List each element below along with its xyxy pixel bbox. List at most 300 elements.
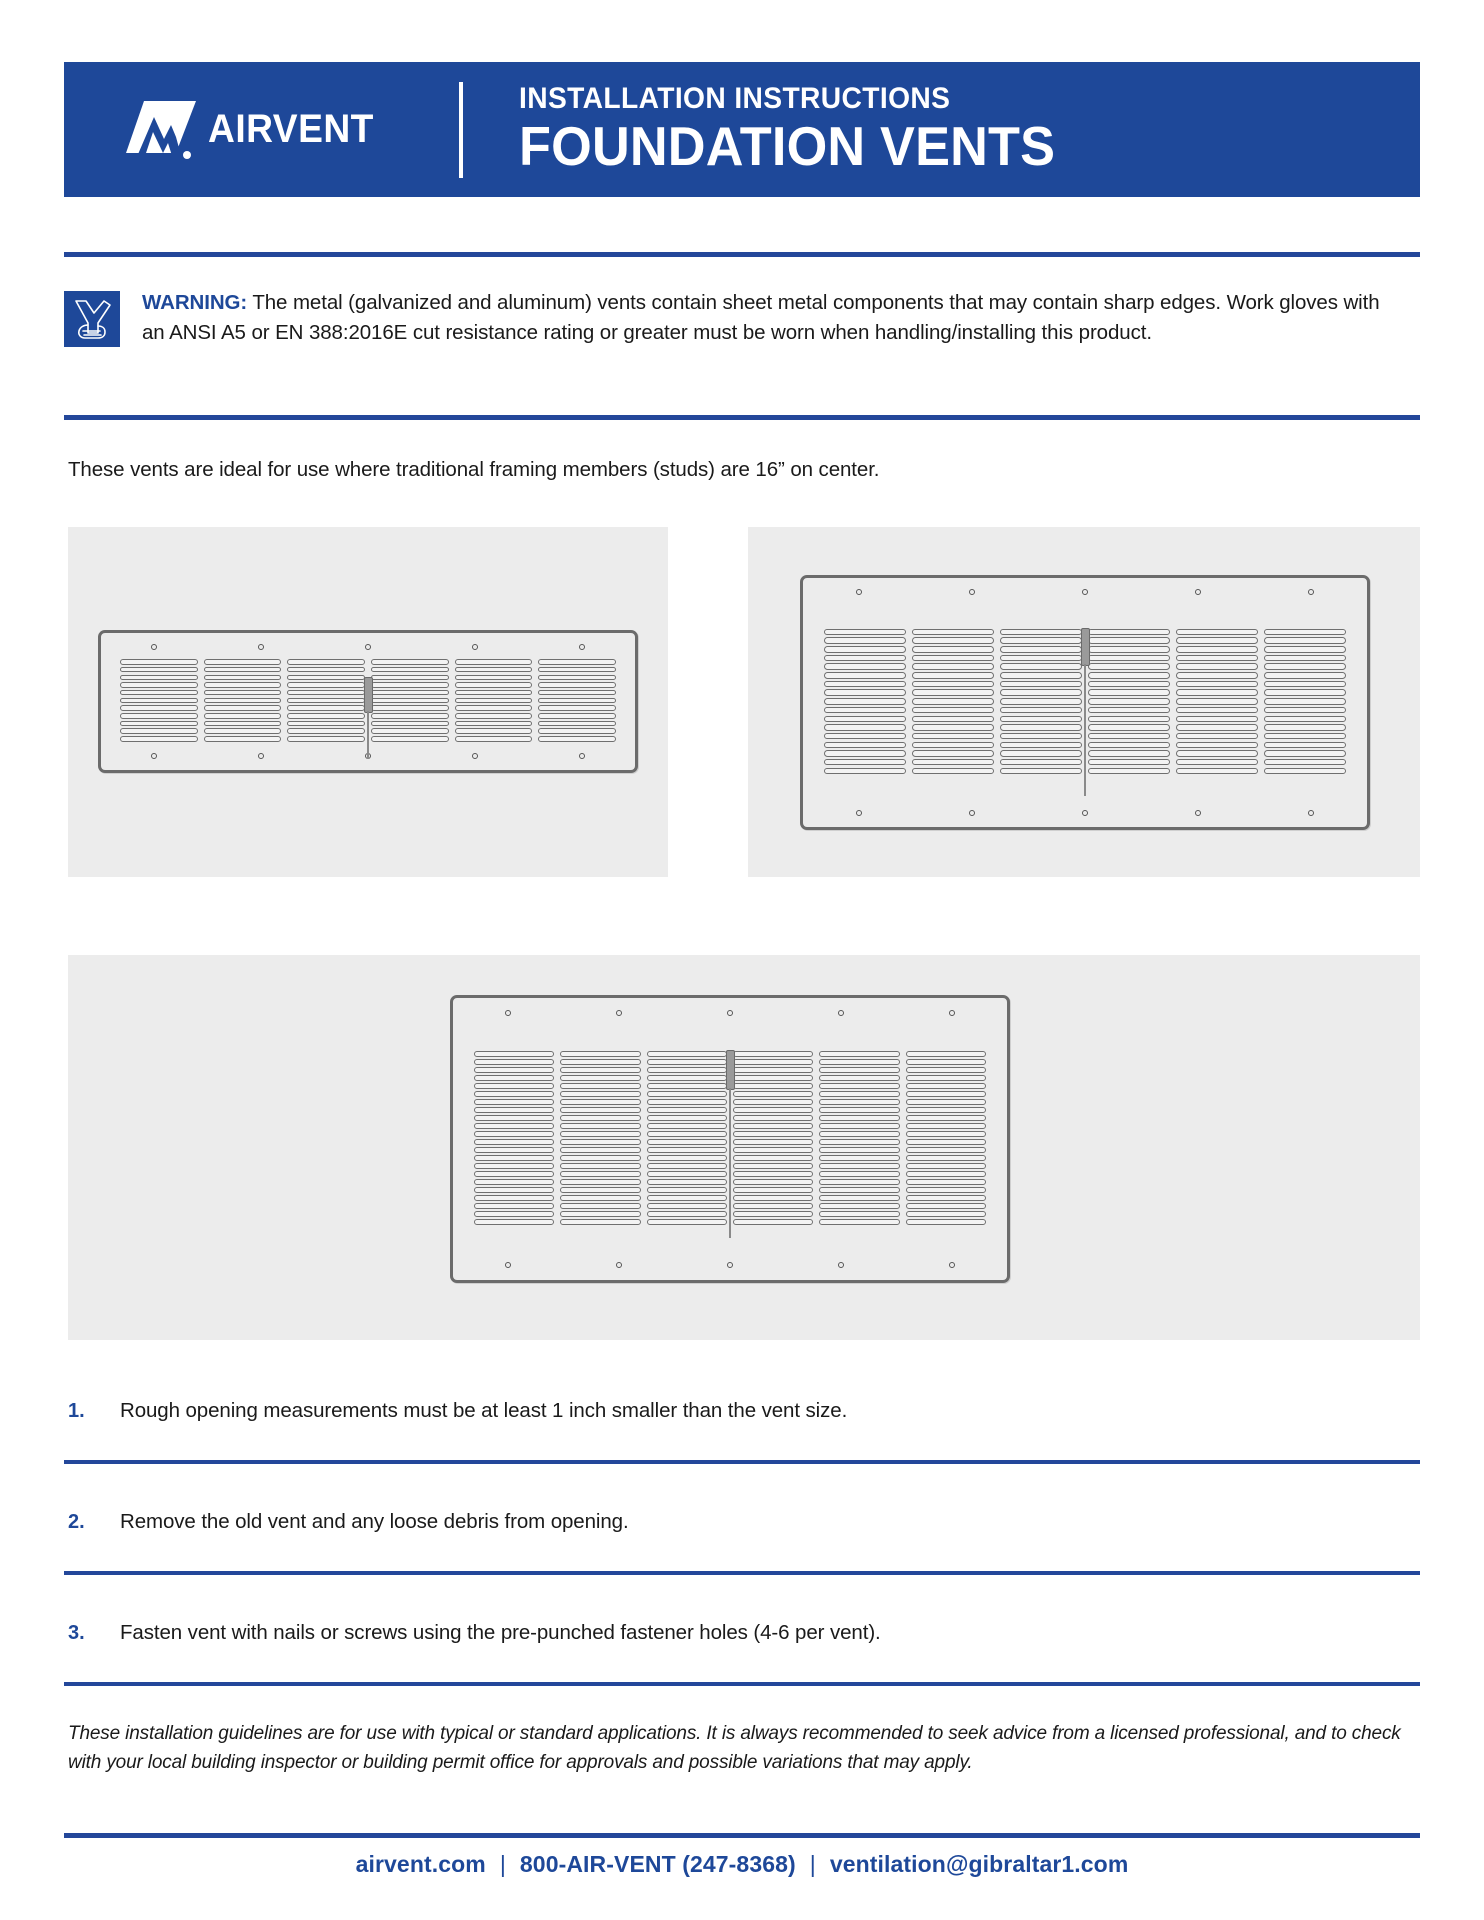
louver-slat [560, 1187, 640, 1193]
louver-slat [912, 759, 994, 766]
louver-slat [1088, 689, 1170, 696]
louver-column [824, 629, 906, 777]
divider-after-step-3 [64, 1682, 1420, 1686]
footer-phone[interactable]: 800-AIR-VENT (247-8368) [519, 1851, 796, 1877]
louver-slat [1000, 672, 1082, 679]
louver-slat [647, 1203, 727, 1209]
louver-slat [1176, 646, 1258, 653]
louver-slat [474, 1179, 554, 1185]
louver-slat [287, 736, 365, 742]
center-rod [367, 711, 369, 759]
louver-slat [1176, 663, 1258, 670]
footer-separator-2: | [809, 1851, 816, 1877]
louver-slat [560, 1123, 640, 1129]
center-latch [364, 677, 373, 713]
louver-slat [1000, 646, 1082, 653]
louver-slat [560, 1203, 640, 1209]
louver-slat [474, 1115, 554, 1121]
louver-slat [371, 713, 449, 719]
louver-slat [560, 1115, 640, 1121]
louver-slat [474, 1099, 554, 1105]
louver-slat [371, 698, 449, 704]
louver-slat [1000, 698, 1082, 705]
louver-slat [287, 698, 365, 704]
louver-slat [560, 1107, 640, 1113]
step-number: 1. [68, 1400, 85, 1422]
louver-column [819, 1051, 899, 1227]
louver-slat [474, 1131, 554, 1137]
louver-slat [1088, 724, 1170, 731]
louver-slat [1264, 629, 1346, 636]
louver-slat [912, 637, 994, 644]
louver-slat [912, 681, 994, 688]
louver-slat [1176, 681, 1258, 688]
louver-column [455, 659, 533, 744]
louver-slat [819, 1115, 899, 1121]
louver-slat [560, 1139, 640, 1145]
step-text: Rough opening measurements must be at least 1 inch smaller than the vent size. [120, 1399, 848, 1422]
louver-slat [733, 1083, 813, 1089]
louver-slat [1264, 681, 1346, 688]
figure-panel-medium [748, 527, 1420, 877]
louver-slat [1176, 689, 1258, 696]
louver-slat [647, 1147, 727, 1153]
louver-slat [912, 663, 994, 670]
louver-slat [371, 690, 449, 696]
louver-column [1264, 629, 1346, 777]
louver-slat [733, 1051, 813, 1057]
louver-slat [819, 1171, 899, 1177]
louver-slat [120, 667, 198, 673]
louver-slat [647, 1051, 727, 1057]
louver-slat [647, 1163, 727, 1169]
louver-slat [824, 759, 906, 766]
louver-slat [538, 667, 616, 673]
louver-slat [560, 1179, 640, 1185]
louver-slat [1264, 716, 1346, 723]
figure-panel-small [68, 527, 668, 877]
louver-slat [912, 646, 994, 653]
louver-slat [647, 1067, 727, 1073]
louver-slat [733, 1059, 813, 1065]
louver-slat [647, 1059, 727, 1065]
louver-slat [906, 1155, 986, 1161]
louver-slat [912, 742, 994, 749]
louver-slat [1088, 681, 1170, 688]
louver-slat [371, 675, 449, 681]
louver-slat [560, 1155, 640, 1161]
louver-slat [906, 1163, 986, 1169]
louver-slat [455, 728, 533, 734]
louver-slat [120, 728, 198, 734]
louver-slat [560, 1211, 640, 1217]
louver-slat [906, 1187, 986, 1193]
louver-slat [912, 716, 994, 723]
louver-slat [560, 1067, 640, 1073]
louver-slat [1088, 672, 1170, 679]
louver-slat [474, 1171, 554, 1177]
louver-slat [455, 675, 533, 681]
louver-slat [455, 721, 533, 727]
louver-slat [1088, 733, 1170, 740]
louver-slat [560, 1051, 640, 1057]
louver-slat [474, 1219, 554, 1225]
louver-slat [824, 716, 906, 723]
warning-label: WARNING: [142, 291, 248, 314]
step-text: Fasten vent with nails or screws using the pre-punched fastener holes (4-6 per vent). [120, 1621, 881, 1644]
louver-slat [906, 1107, 986, 1113]
louver-slat [906, 1099, 986, 1105]
louver-slat [1176, 724, 1258, 731]
louver-slat [906, 1171, 986, 1177]
louver-slat [371, 705, 449, 711]
louver-slat [474, 1067, 554, 1073]
louver-slat [560, 1091, 640, 1097]
louver-slat [647, 1131, 727, 1137]
louver-slat [819, 1067, 899, 1073]
divider-after-step-2 [64, 1571, 1420, 1575]
louver-slat [538, 713, 616, 719]
louver-slat [819, 1187, 899, 1193]
louver-slat [1176, 733, 1258, 740]
louver-slat [906, 1059, 986, 1065]
louver-slat [538, 698, 616, 704]
foundation-vent-small [98, 630, 638, 773]
airvent-mountain-logo-icon [124, 99, 198, 161]
footer-email-link[interactable]: ventilation@gibraltar1.com [829, 1851, 1129, 1877]
louver-slat [538, 705, 616, 711]
louver-slat [1264, 733, 1346, 740]
louver-slat [455, 698, 533, 704]
louver-slat [647, 1099, 727, 1105]
louver-slat [824, 672, 906, 679]
louver-slat [647, 1115, 727, 1121]
louver-slat [1000, 629, 1082, 636]
louver-slat [733, 1171, 813, 1177]
louver-slat [371, 667, 449, 673]
louver-slat [1264, 759, 1346, 766]
louver-slat [560, 1083, 640, 1089]
louver-slat [371, 659, 449, 665]
louver-slat [1264, 672, 1346, 679]
louver-slat [647, 1219, 727, 1225]
louver-slat [474, 1059, 554, 1065]
louver-slat [912, 698, 994, 705]
louver-slat [1000, 663, 1082, 670]
louver-slat [371, 721, 449, 727]
louver-column [906, 1051, 986, 1227]
louver-slat [819, 1091, 899, 1097]
louver-slat [733, 1075, 813, 1081]
louver-slat [1176, 759, 1258, 766]
louver-slat [455, 736, 533, 742]
louver-slat [819, 1059, 899, 1065]
louver-slat [733, 1219, 813, 1225]
louver-slat [1264, 646, 1346, 653]
louver-slat [824, 750, 906, 757]
louver-slat [287, 682, 365, 688]
louver-slat [906, 1139, 986, 1145]
louver-slat [819, 1179, 899, 1185]
warning-callout [64, 288, 1420, 348]
louver-slat [1176, 698, 1258, 705]
louver-slat [906, 1203, 986, 1209]
louver-slat [906, 1131, 986, 1137]
louver-slat [647, 1083, 727, 1089]
louver-slat [647, 1139, 727, 1145]
louver-slat [474, 1051, 554, 1057]
louver-slat [824, 707, 906, 714]
louver-slat [733, 1195, 813, 1201]
louver-slat [560, 1147, 640, 1153]
louver-column [733, 1051, 813, 1227]
louver-slat [1000, 750, 1082, 757]
louver-slat [538, 736, 616, 742]
louver-slat [819, 1211, 899, 1217]
louver-slat [1088, 655, 1170, 662]
louver-slat [819, 1203, 899, 1209]
louver-slat [647, 1123, 727, 1129]
louver-slat [824, 655, 906, 662]
louver-slat [204, 728, 282, 734]
louver-slat [906, 1115, 986, 1121]
louver-slat [474, 1187, 554, 1193]
step-number: 3. [68, 1622, 85, 1644]
louver-slat [560, 1171, 640, 1177]
center-latch [1081, 628, 1090, 666]
louver-slat [819, 1155, 899, 1161]
louver-slat [1176, 716, 1258, 723]
louver-slat [906, 1091, 986, 1097]
foundation-vent-large [450, 995, 1010, 1283]
louver-slat [647, 1179, 727, 1185]
louver-slat [819, 1131, 899, 1137]
louver-slat [824, 681, 906, 688]
louver-slat [204, 698, 282, 704]
louver-slat [1000, 742, 1082, 749]
louver-slat [906, 1067, 986, 1073]
louver-slat [733, 1211, 813, 1217]
louver-slat [120, 690, 198, 696]
louver-slat [120, 659, 198, 665]
louver-slat [819, 1075, 899, 1081]
louver-slat [204, 667, 282, 673]
louver-slat [1088, 663, 1170, 670]
louver-slat [1264, 698, 1346, 705]
louver-slat [819, 1123, 899, 1129]
footer-separator-1: | [499, 1851, 506, 1877]
step-number: 2. [68, 1511, 85, 1533]
louver-slat [287, 721, 365, 727]
brand-wordmark: AIRVENT [208, 107, 374, 151]
louver-slat [474, 1195, 554, 1201]
louver-slat [287, 659, 365, 665]
louver-slat [819, 1139, 899, 1145]
louver-slat [538, 675, 616, 681]
louver-slat [1264, 655, 1346, 662]
louver-slat [1176, 742, 1258, 749]
louver-slat [647, 1171, 727, 1177]
center-latch [726, 1050, 735, 1090]
louver-slat [906, 1075, 986, 1081]
step-item-1 [68, 1399, 1418, 1423]
louver-slat [1088, 637, 1170, 644]
louver-slat [824, 768, 906, 775]
work-glove-icon [64, 291, 120, 347]
footer-contact-bar [0, 1851, 1484, 1878]
louver-slat [371, 736, 449, 742]
louver-slat [1000, 681, 1082, 688]
louver-slat [1088, 646, 1170, 653]
louver-column [647, 1051, 727, 1227]
louver-column [120, 659, 198, 744]
louver-slat [474, 1123, 554, 1129]
center-rod [1084, 664, 1086, 796]
louver-slat [474, 1091, 554, 1097]
foundation-vent-medium [800, 575, 1370, 830]
louver-slat [912, 672, 994, 679]
louver-slat [733, 1203, 813, 1209]
louver-slat [204, 721, 282, 727]
louver-slat [538, 690, 616, 696]
louver-slat [1000, 716, 1082, 723]
figure-panel-large [68, 955, 1420, 1340]
louver-slat [1000, 759, 1082, 766]
louver-slat [906, 1083, 986, 1089]
louver-slat [1088, 768, 1170, 775]
louver-slat [1088, 698, 1170, 705]
louver-slat [1088, 707, 1170, 714]
divider-after-step-1 [64, 1460, 1420, 1464]
center-rod [729, 1088, 731, 1238]
louver-slat [1000, 637, 1082, 644]
header-subtitle: INSTALLATION INSTRUCTIONS [519, 81, 951, 115]
louver-slat [906, 1051, 986, 1057]
louver-slat [1264, 750, 1346, 757]
divider-above-warning [64, 252, 1420, 257]
louver-slat [733, 1139, 813, 1145]
louver-slat [733, 1115, 813, 1121]
louver-slat [1000, 689, 1082, 696]
louver-slat [906, 1123, 986, 1129]
louver-slat [824, 724, 906, 731]
louver-slat [1264, 724, 1346, 731]
louver-column [560, 1051, 640, 1227]
louver-column [474, 1051, 554, 1227]
louver-slat [824, 742, 906, 749]
louver-slat [1000, 655, 1082, 662]
louver-column [204, 659, 282, 744]
louver-slat [647, 1187, 727, 1193]
louver-slat [1088, 629, 1170, 636]
louver-slat [538, 728, 616, 734]
disclaimer-text: These installation guidelines are for use with typical or standard applications. It is always recommended to seek advice from a licensed professional, and to check with your local building inspector or building permit office for approvals and possible variations that may apply. [68, 1723, 1401, 1773]
louver-slat [824, 689, 906, 696]
louver-slat [204, 705, 282, 711]
louver-slat [647, 1195, 727, 1201]
louver-column [1000, 629, 1082, 777]
divider-below-warning [64, 415, 1420, 420]
louver-slat [474, 1163, 554, 1169]
louver-slat [647, 1091, 727, 1097]
louver-slat [819, 1107, 899, 1113]
footer-website-link[interactable]: airvent.com [355, 1851, 486, 1877]
louver-slat [1088, 759, 1170, 766]
page-title: FOUNDATION VENTS [519, 115, 1056, 178]
louver-slat [1264, 689, 1346, 696]
louver-slat [824, 637, 906, 644]
louver-slat [1088, 742, 1170, 749]
louver-slat [912, 689, 994, 696]
louver-slat [733, 1179, 813, 1185]
louver-slat [120, 721, 198, 727]
step-item-2 [68, 1510, 1418, 1534]
louver-slat [560, 1099, 640, 1105]
louver-slat [819, 1163, 899, 1169]
louver-slat [474, 1147, 554, 1153]
louver-slat [287, 705, 365, 711]
louver-slat [819, 1219, 899, 1225]
louver-slat [1000, 733, 1082, 740]
page-header [64, 62, 1420, 197]
brand-logo [64, 99, 449, 161]
louver-slat [819, 1195, 899, 1201]
louver-slat [1264, 742, 1346, 749]
louver-slat [474, 1107, 554, 1113]
louver-slat [733, 1131, 813, 1137]
louver-slat [906, 1219, 986, 1225]
louver-slat [733, 1155, 813, 1161]
louver-slat [906, 1147, 986, 1153]
louver-slat [733, 1099, 813, 1105]
louver-slat [287, 667, 365, 673]
louver-slat [1176, 672, 1258, 679]
louver-slat [560, 1131, 640, 1137]
step-text: Remove the old vent and any loose debris from opening. [120, 1510, 629, 1533]
louver-slat [647, 1211, 727, 1217]
louver-slat [560, 1195, 640, 1201]
louver-slat [120, 682, 198, 688]
louver-slat [1088, 750, 1170, 757]
louver-slat [733, 1107, 813, 1113]
louver-slat [474, 1211, 554, 1217]
louver-column [912, 629, 994, 777]
louver-slat [906, 1211, 986, 1217]
louver-slat [474, 1075, 554, 1081]
louver-slat [371, 682, 449, 688]
louver-slat [1000, 724, 1082, 731]
louver-slat [1264, 637, 1346, 644]
louver-slat [824, 629, 906, 636]
louver-slat [733, 1187, 813, 1193]
louver-slat [912, 724, 994, 731]
louver-slat [647, 1155, 727, 1161]
warning-body: The metal (galvanized and aluminum) vents contain sheet metal components that may contain sharp edges. Work gloves with an ANSI A5 or EN 388:2016E cut resistance rating or greater must be worn when handling/installing this product. [142, 291, 1380, 345]
louver-slat [1264, 707, 1346, 714]
louver-slat [287, 675, 365, 681]
louver-slat [474, 1083, 554, 1089]
louver-slat [560, 1075, 640, 1081]
louver-slat [455, 705, 533, 711]
louver-slat [733, 1123, 813, 1129]
louver-slat [819, 1147, 899, 1153]
louver-slat [1176, 637, 1258, 644]
louver-slat [1176, 750, 1258, 757]
louver-slat [906, 1179, 986, 1185]
louver-column [1176, 629, 1258, 777]
louver-slat [120, 675, 198, 681]
louver-slat [1088, 716, 1170, 723]
